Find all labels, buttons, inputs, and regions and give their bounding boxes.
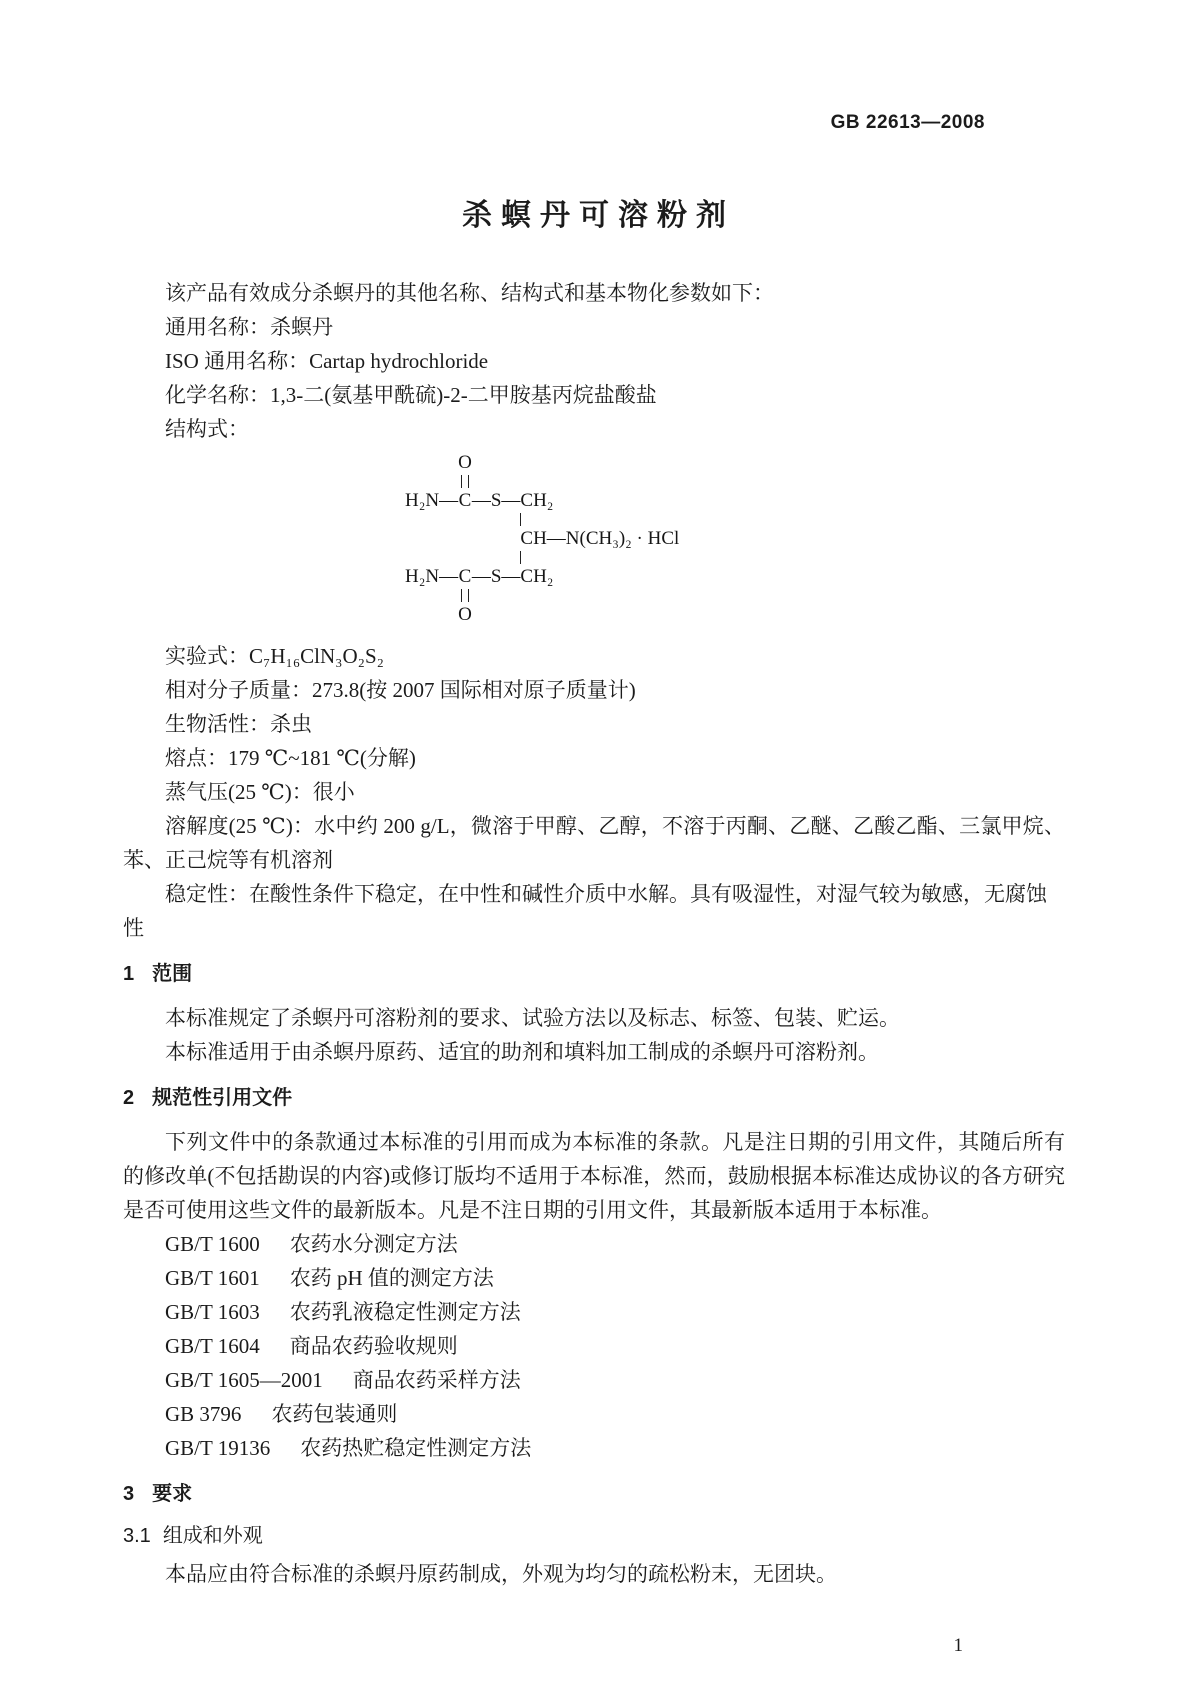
single-bond-icon	[520, 513, 521, 526]
section-number: 1	[123, 963, 135, 985]
intro-lead: 该产品有效成分杀螟丹的其他名称、结构式和基本物化参数如下：	[165, 281, 774, 305]
section-2-heading	[123, 1083, 1065, 1113]
reference-title: 农药 pH 值的测定方法	[289, 1266, 494, 1290]
oxygen-atom: O	[458, 604, 472, 625]
amide-group: H₂N	[405, 566, 440, 587]
solubility-paragraph: 溶解度(25 ℃)：水中约 200 g/L，微溶于甲醇、乙醇，不溶于丙酮、乙醚、乙酸乙酯、三氯甲烷、苯、正己烷等有机溶剂	[123, 814, 1065, 872]
oxygen-atom: O	[458, 452, 472, 473]
paragraph: 本标准适用于由杀螟丹原药、适宜的助剂和填料加工制成的杀螟丹可溶粉剂。	[165, 1040, 879, 1064]
section-title: 范围	[152, 963, 193, 985]
section-number: 3	[123, 1483, 135, 1505]
paragraph: 下列文件中的条款通过本标准的引用而成为本标准的条款。凡是注日期的引用文件，其随后所有的修改单(不包括勘误的内容)或修订版均不适用于本标准，然而，鼓励根据本标准达成协议的各方研究是否可使用这些文件的最新版本。凡是不注日期的引用文件，其最新版本适用于本标准。	[123, 1130, 1065, 1222]
reference-item	[123, 1227, 1065, 1261]
amine-chain: CH—N(CH₃)₂ · HCl	[520, 528, 680, 549]
reference-code: GB/T 19136	[165, 1436, 271, 1460]
reference-title: 农药热贮稳定性测定方法	[300, 1436, 532, 1460]
carbon-atom: C	[458, 566, 472, 587]
structure-label: 结构式：	[165, 417, 249, 441]
reference-code: GB/T 1604	[165, 1334, 260, 1358]
stability-paragraph: 稳定性：在酸性条件下稳定，在中性和碱性介质中水解。具有吸湿性，对湿气较为敏感，无腐蚀性	[123, 882, 1047, 940]
subsection-title: 组成和外观	[162, 1525, 263, 1547]
reference-code: GB/T 1605—2001	[165, 1368, 323, 1392]
paragraph: 本标准规定了杀螟丹可溶粉剂的要求、试验方法以及标志、标签、包装、贮运。	[165, 1006, 900, 1030]
double-bond-icon	[461, 589, 469, 602]
subsection-3-1-heading	[123, 1521, 1065, 1551]
bond-dash: —	[471, 566, 491, 587]
page-number: 1	[953, 1635, 963, 1656]
bond-dash: —	[501, 566, 521, 587]
methylene-group: CH₂	[520, 490, 554, 511]
amide-group: H₂N	[405, 490, 440, 511]
reference-title: 农药乳液稳定性测定方法	[289, 1300, 521, 1324]
section-title: 规范性引用文件	[152, 1087, 293, 1109]
bond-dash: —	[439, 490, 459, 511]
single-bond-icon	[520, 551, 521, 564]
subsection-number: 3.1	[123, 1525, 151, 1547]
section-title: 要求	[152, 1483, 193, 1505]
standard-number: GB 22613—2008	[830, 112, 985, 133]
chemical-name-line: 化学名称：1,3-二(氨基甲酰硫)-2-二甲胺基丙烷盐酸盐	[165, 383, 657, 407]
carbon-atom: C	[458, 490, 472, 511]
bond-dash: —	[501, 490, 521, 511]
section-3-heading	[123, 1479, 1065, 1509]
sulfur-atom: S	[490, 490, 502, 511]
methylene-group: CH₂	[520, 566, 554, 587]
section-1-heading	[123, 959, 1065, 989]
bond-dash: —	[471, 490, 491, 511]
iso-name-line: ISO 通用名称：Cartap hydrochloride	[165, 349, 489, 373]
reference-item	[123, 1397, 1065, 1431]
section-number: 2	[123, 1087, 135, 1109]
document-body	[123, 0, 1065, 1657]
chemical-structure	[405, 452, 1065, 625]
paragraph: 本品应由符合标准的杀螟丹原药制成，外观为均匀的疏松粉末，无团块。	[165, 1562, 837, 1586]
molecular-weight-line: 相对分子质量：273.8(按 2007 国际相对原子质量计)	[165, 678, 636, 702]
sulfur-atom: S	[490, 566, 502, 587]
document-title: 杀螟丹可溶粉剂	[462, 199, 735, 232]
reference-title: 农药包装通则	[271, 1402, 398, 1426]
vapor-pressure-line: 蒸气压(25 ℃)：很小	[165, 780, 355, 804]
reference-code: GB 3796	[165, 1402, 242, 1426]
formula-line: 实验式：C₇H₁₆ClN₃O₂S₂	[165, 644, 384, 668]
reference-item	[123, 1431, 1065, 1465]
reference-item	[123, 1363, 1065, 1397]
reference-title: 商品农药验收规则	[289, 1334, 458, 1358]
reference-title: 农药水分测定方法	[289, 1232, 458, 1256]
reference-code: GB/T 1601	[165, 1266, 260, 1290]
reference-item	[123, 1329, 1065, 1363]
reference-code: GB/T 1600	[165, 1232, 260, 1256]
bioactivity-line: 生物活性：杀虫	[165, 712, 312, 736]
reference-item	[123, 1295, 1065, 1329]
common-name-line: 通用名称：杀螟丹	[165, 315, 333, 339]
reference-code: GB/T 1603	[165, 1300, 260, 1324]
double-bond-icon	[461, 475, 469, 488]
reference-item	[123, 1261, 1065, 1295]
bond-dash: —	[439, 566, 459, 587]
melting-point-line: 熔点：179 ℃~181 ℃(分解)	[165, 746, 416, 770]
reference-title: 商品农药采样方法	[352, 1368, 521, 1392]
